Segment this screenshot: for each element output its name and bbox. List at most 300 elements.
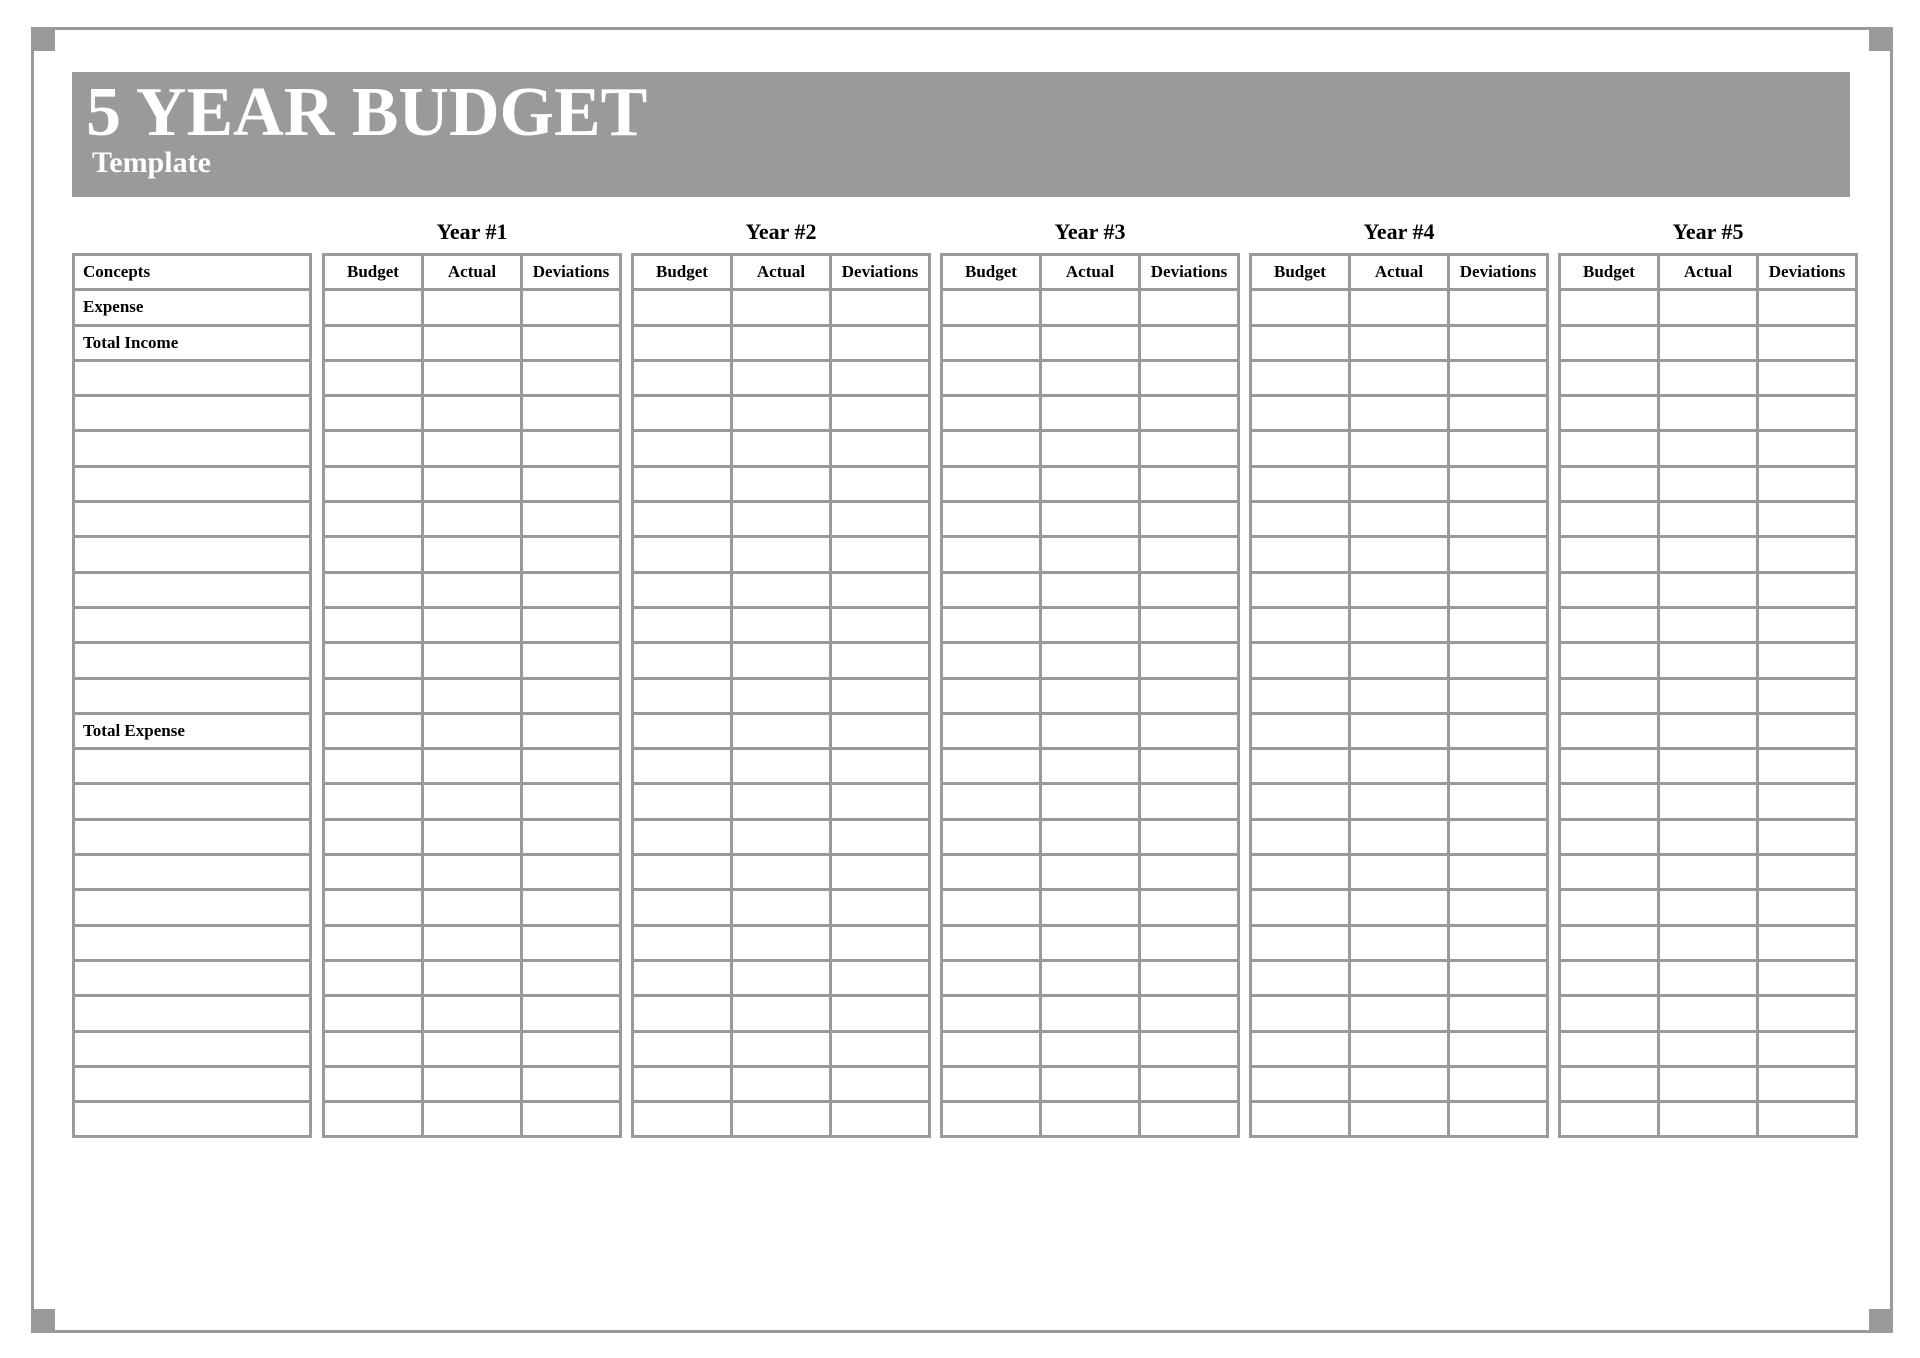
- deviations-cell[interactable]: [1758, 643, 1857, 678]
- concept-cell[interactable]: [74, 466, 311, 501]
- actual-cell[interactable]: [1041, 537, 1140, 572]
- actual-cell[interactable]: [1350, 466, 1449, 501]
- actual-cell[interactable]: [423, 466, 522, 501]
- actual-cell[interactable]: [1659, 1102, 1758, 1137]
- budget-cell[interactable]: [1560, 996, 1659, 1031]
- budget-cell[interactable]: [324, 607, 423, 642]
- budget-cell[interactable]: [1251, 713, 1350, 748]
- budget-cell[interactable]: [1560, 290, 1659, 325]
- budget-cell[interactable]: [633, 502, 732, 537]
- deviations-cell[interactable]: [831, 325, 930, 360]
- budget-cell[interactable]: [324, 819, 423, 854]
- budget-cell[interactable]: [1251, 572, 1350, 607]
- actual-cell[interactable]: [423, 819, 522, 854]
- budget-cell[interactable]: [324, 1066, 423, 1101]
- budget-cell[interactable]: [324, 396, 423, 431]
- actual-cell[interactable]: [1350, 855, 1449, 890]
- actual-cell[interactable]: [1041, 1102, 1140, 1137]
- deviations-cell[interactable]: [1758, 1066, 1857, 1101]
- deviations-cell[interactable]: [1140, 607, 1239, 642]
- deviations-cell[interactable]: [1140, 643, 1239, 678]
- budget-cell[interactable]: [1560, 960, 1659, 995]
- concept-cell[interactable]: [74, 360, 311, 395]
- deviations-cell[interactable]: [522, 572, 621, 607]
- actual-cell[interactable]: [423, 855, 522, 890]
- deviations-cell[interactable]: [1449, 643, 1548, 678]
- deviations-cell[interactable]: [1449, 396, 1548, 431]
- actual-cell[interactable]: [1659, 290, 1758, 325]
- budget-cell[interactable]: [324, 960, 423, 995]
- actual-cell[interactable]: [423, 996, 522, 1031]
- deviations-cell[interactable]: [1758, 290, 1857, 325]
- deviations-cell[interactable]: [1758, 1031, 1857, 1066]
- actual-cell[interactable]: [1041, 819, 1140, 854]
- budget-cell[interactable]: [633, 749, 732, 784]
- deviations-cell[interactable]: [522, 749, 621, 784]
- actual-cell[interactable]: [1041, 996, 1140, 1031]
- budget-cell[interactable]: [1251, 466, 1350, 501]
- deviations-cell[interactable]: [1449, 502, 1548, 537]
- deviations-cell[interactable]: [522, 855, 621, 890]
- deviations-cell[interactable]: [1140, 502, 1239, 537]
- actual-cell[interactable]: [732, 1102, 831, 1137]
- actual-cell[interactable]: [423, 537, 522, 572]
- budget-cell[interactable]: [324, 925, 423, 960]
- actual-cell[interactable]: [732, 502, 831, 537]
- deviations-cell[interactable]: [522, 537, 621, 572]
- actual-cell[interactable]: [732, 290, 831, 325]
- actual-cell[interactable]: [423, 925, 522, 960]
- actual-cell[interactable]: [1659, 960, 1758, 995]
- actual-cell[interactable]: [423, 396, 522, 431]
- budget-cell[interactable]: [1560, 713, 1659, 748]
- deviations-cell[interactable]: [1449, 925, 1548, 960]
- deviations-cell[interactable]: [1140, 996, 1239, 1031]
- budget-cell[interactable]: [1251, 749, 1350, 784]
- deviations-cell[interactable]: [1758, 1102, 1857, 1137]
- concept-cell[interactable]: [74, 749, 311, 784]
- budget-cell[interactable]: [324, 643, 423, 678]
- budget-cell[interactable]: [1560, 607, 1659, 642]
- budget-cell[interactable]: [942, 996, 1041, 1031]
- deviations-cell[interactable]: [1449, 890, 1548, 925]
- budget-cell[interactable]: [1251, 1066, 1350, 1101]
- actual-cell[interactable]: [1659, 749, 1758, 784]
- actual-cell[interactable]: [732, 1031, 831, 1066]
- actual-cell[interactable]: [1659, 819, 1758, 854]
- deviations-cell[interactable]: [1140, 572, 1239, 607]
- actual-cell[interactable]: [423, 890, 522, 925]
- concept-cell[interactable]: [74, 431, 311, 466]
- budget-cell[interactable]: [942, 1031, 1041, 1066]
- budget-cell[interactable]: [1251, 290, 1350, 325]
- deviations-cell[interactable]: [1140, 466, 1239, 501]
- budget-cell[interactable]: [1560, 537, 1659, 572]
- deviations-cell[interactable]: [522, 890, 621, 925]
- budget-cell[interactable]: [633, 607, 732, 642]
- budget-cell[interactable]: [1251, 502, 1350, 537]
- actual-cell[interactable]: [1659, 678, 1758, 713]
- budget-cell[interactable]: [633, 1031, 732, 1066]
- deviations-cell[interactable]: [831, 1031, 930, 1066]
- budget-cell[interactable]: [1251, 1031, 1350, 1066]
- deviations-cell[interactable]: [522, 1102, 621, 1137]
- deviations-cell[interactable]: [1449, 819, 1548, 854]
- budget-cell[interactable]: [942, 607, 1041, 642]
- budget-cell[interactable]: [1560, 1031, 1659, 1066]
- actual-cell[interactable]: [1041, 1031, 1140, 1066]
- actual-cell[interactable]: [423, 713, 522, 748]
- budget-cell[interactable]: [633, 819, 732, 854]
- actual-cell[interactable]: [1041, 325, 1140, 360]
- budget-cell[interactable]: [942, 396, 1041, 431]
- actual-cell[interactable]: [1350, 537, 1449, 572]
- actual-cell[interactable]: [732, 855, 831, 890]
- budget-cell[interactable]: [324, 784, 423, 819]
- concept-cell[interactable]: [74, 607, 311, 642]
- deviations-cell[interactable]: [1140, 325, 1239, 360]
- budget-cell[interactable]: [324, 572, 423, 607]
- deviations-cell[interactable]: [1140, 431, 1239, 466]
- budget-cell[interactable]: [942, 819, 1041, 854]
- deviations-cell[interactable]: [1449, 537, 1548, 572]
- deviations-cell[interactable]: [831, 643, 930, 678]
- budget-cell[interactable]: [942, 713, 1041, 748]
- budget-cell[interactable]: [942, 431, 1041, 466]
- actual-cell[interactable]: [732, 890, 831, 925]
- deviations-cell[interactable]: [1140, 537, 1239, 572]
- actual-cell[interactable]: [1041, 607, 1140, 642]
- actual-cell[interactable]: [732, 360, 831, 395]
- actual-cell[interactable]: [423, 643, 522, 678]
- actual-cell[interactable]: [732, 431, 831, 466]
- actual-cell[interactable]: [732, 396, 831, 431]
- deviations-cell[interactable]: [831, 360, 930, 395]
- concept-cell[interactable]: [74, 996, 311, 1031]
- actual-cell[interactable]: [732, 819, 831, 854]
- actual-cell[interactable]: [732, 925, 831, 960]
- budget-cell[interactable]: [324, 749, 423, 784]
- deviations-cell[interactable]: [1140, 678, 1239, 713]
- actual-cell[interactable]: [423, 960, 522, 995]
- budget-cell[interactable]: [1251, 960, 1350, 995]
- deviations-cell[interactable]: [1758, 537, 1857, 572]
- budget-cell[interactable]: [633, 713, 732, 748]
- deviations-cell[interactable]: [522, 466, 621, 501]
- deviations-cell[interactable]: [831, 396, 930, 431]
- actual-cell[interactable]: [732, 607, 831, 642]
- budget-cell[interactable]: [324, 678, 423, 713]
- budget-cell[interactable]: [633, 890, 732, 925]
- actual-cell[interactable]: [1659, 925, 1758, 960]
- actual-cell[interactable]: [732, 713, 831, 748]
- deviations-cell[interactable]: [1449, 466, 1548, 501]
- deviations-cell[interactable]: [1140, 855, 1239, 890]
- deviations-cell[interactable]: [1449, 290, 1548, 325]
- budget-cell[interactable]: [942, 749, 1041, 784]
- deviations-cell[interactable]: [1449, 960, 1548, 995]
- actual-cell[interactable]: [1041, 466, 1140, 501]
- budget-cell[interactable]: [942, 572, 1041, 607]
- deviations-cell[interactable]: [1758, 502, 1857, 537]
- budget-cell[interactable]: [633, 466, 732, 501]
- actual-cell[interactable]: [423, 678, 522, 713]
- budget-cell[interactable]: [942, 537, 1041, 572]
- budget-cell[interactable]: [1560, 466, 1659, 501]
- budget-cell[interactable]: [1560, 678, 1659, 713]
- deviations-cell[interactable]: [1449, 749, 1548, 784]
- budget-cell[interactable]: [633, 360, 732, 395]
- actual-cell[interactable]: [1659, 360, 1758, 395]
- actual-cell[interactable]: [423, 431, 522, 466]
- deviations-cell[interactable]: [1758, 784, 1857, 819]
- actual-cell[interactable]: [1041, 290, 1140, 325]
- deviations-cell[interactable]: [831, 537, 930, 572]
- concept-cell[interactable]: [74, 819, 311, 854]
- budget-cell[interactable]: [633, 855, 732, 890]
- concept-cell[interactable]: [74, 678, 311, 713]
- actual-cell[interactable]: [1350, 925, 1449, 960]
- budget-cell[interactable]: [324, 502, 423, 537]
- budget-cell[interactable]: [942, 855, 1041, 890]
- budget-cell[interactable]: [1560, 502, 1659, 537]
- deviations-cell[interactable]: [831, 607, 930, 642]
- deviations-cell[interactable]: [831, 572, 930, 607]
- budget-cell[interactable]: [1251, 607, 1350, 642]
- budget-cell[interactable]: [324, 360, 423, 395]
- deviations-cell[interactable]: [522, 607, 621, 642]
- budget-cell[interactable]: [324, 890, 423, 925]
- actual-cell[interactable]: [1659, 643, 1758, 678]
- budget-cell[interactable]: [1560, 1066, 1659, 1101]
- deviations-cell[interactable]: [831, 960, 930, 995]
- budget-cell[interactable]: [1560, 1102, 1659, 1137]
- budget-cell[interactable]: [1251, 890, 1350, 925]
- deviations-cell[interactable]: [522, 996, 621, 1031]
- budget-cell[interactable]: [942, 960, 1041, 995]
- deviations-cell[interactable]: [1449, 678, 1548, 713]
- budget-cell[interactable]: [633, 925, 732, 960]
- actual-cell[interactable]: [423, 1066, 522, 1101]
- deviations-cell[interactable]: [522, 502, 621, 537]
- deviations-cell[interactable]: [831, 890, 930, 925]
- deviations-cell[interactable]: [1449, 1066, 1548, 1101]
- budget-cell[interactable]: [1251, 784, 1350, 819]
- deviations-cell[interactable]: [831, 749, 930, 784]
- budget-cell[interactable]: [1560, 784, 1659, 819]
- budget-cell[interactable]: [942, 466, 1041, 501]
- deviations-cell[interactable]: [1758, 431, 1857, 466]
- actual-cell[interactable]: [1350, 1102, 1449, 1137]
- deviations-cell[interactable]: [522, 643, 621, 678]
- concept-cell[interactable]: [74, 1102, 311, 1137]
- deviations-cell[interactable]: [1140, 890, 1239, 925]
- actual-cell[interactable]: [1659, 466, 1758, 501]
- actual-cell[interactable]: [1041, 360, 1140, 395]
- actual-cell[interactable]: [732, 960, 831, 995]
- actual-cell[interactable]: [1350, 960, 1449, 995]
- budget-cell[interactable]: [1251, 819, 1350, 854]
- deviations-cell[interactable]: [831, 996, 930, 1031]
- deviations-cell[interactable]: [1758, 360, 1857, 395]
- actual-cell[interactable]: [1659, 537, 1758, 572]
- deviations-cell[interactable]: [831, 678, 930, 713]
- actual-cell[interactable]: [1659, 1066, 1758, 1101]
- actual-cell[interactable]: [423, 502, 522, 537]
- budget-cell[interactable]: [942, 325, 1041, 360]
- budget-cell[interactable]: [633, 1066, 732, 1101]
- actual-cell[interactable]: [423, 1031, 522, 1066]
- actual-cell[interactable]: [1041, 396, 1140, 431]
- deviations-cell[interactable]: [1140, 960, 1239, 995]
- concept-cell[interactable]: [74, 855, 311, 890]
- deviations-cell[interactable]: [1758, 466, 1857, 501]
- budget-cell[interactable]: [324, 1031, 423, 1066]
- actual-cell[interactable]: [1659, 784, 1758, 819]
- deviations-cell[interactable]: [831, 713, 930, 748]
- deviations-cell[interactable]: [1449, 325, 1548, 360]
- actual-cell[interactable]: [1041, 749, 1140, 784]
- budget-cell[interactable]: [633, 396, 732, 431]
- actual-cell[interactable]: [732, 1066, 831, 1101]
- budget-cell[interactable]: [1251, 996, 1350, 1031]
- budget-cell[interactable]: [633, 996, 732, 1031]
- actual-cell[interactable]: [732, 466, 831, 501]
- deviations-cell[interactable]: [522, 678, 621, 713]
- actual-cell[interactable]: [1350, 1031, 1449, 1066]
- budget-cell[interactable]: [942, 784, 1041, 819]
- budget-cell[interactable]: [1251, 643, 1350, 678]
- actual-cell[interactable]: [1041, 784, 1140, 819]
- deviations-cell[interactable]: [1140, 1102, 1239, 1137]
- concept-cell[interactable]: [74, 537, 311, 572]
- deviations-cell[interactable]: [831, 466, 930, 501]
- deviations-cell[interactable]: [522, 960, 621, 995]
- budget-cell[interactable]: [1560, 749, 1659, 784]
- budget-cell[interactable]: [1560, 431, 1659, 466]
- deviations-cell[interactable]: [831, 431, 930, 466]
- actual-cell[interactable]: [732, 325, 831, 360]
- budget-cell[interactable]: [942, 1066, 1041, 1101]
- deviations-cell[interactable]: [522, 360, 621, 395]
- budget-cell[interactable]: [633, 431, 732, 466]
- deviations-cell[interactable]: [831, 1066, 930, 1101]
- deviations-cell[interactable]: [1449, 431, 1548, 466]
- budget-cell[interactable]: [1560, 396, 1659, 431]
- deviations-cell[interactable]: [1758, 713, 1857, 748]
- actual-cell[interactable]: [423, 290, 522, 325]
- budget-cell[interactable]: [942, 360, 1041, 395]
- actual-cell[interactable]: [732, 996, 831, 1031]
- budget-cell[interactable]: [324, 1102, 423, 1137]
- budget-cell[interactable]: [633, 325, 732, 360]
- budget-cell[interactable]: [633, 960, 732, 995]
- deviations-cell[interactable]: [831, 819, 930, 854]
- budget-cell[interactable]: [1560, 890, 1659, 925]
- actual-cell[interactable]: [1041, 890, 1140, 925]
- deviations-cell[interactable]: [1449, 784, 1548, 819]
- actual-cell[interactable]: [423, 784, 522, 819]
- deviations-cell[interactable]: [1449, 855, 1548, 890]
- deviations-cell[interactable]: [831, 784, 930, 819]
- budget-cell[interactable]: [324, 713, 423, 748]
- budget-cell[interactable]: [324, 325, 423, 360]
- actual-cell[interactable]: [1041, 925, 1140, 960]
- actual-cell[interactable]: [1350, 784, 1449, 819]
- concept-cell[interactable]: [74, 1031, 311, 1066]
- deviations-cell[interactable]: [1758, 749, 1857, 784]
- deviations-cell[interactable]: [522, 819, 621, 854]
- budget-cell[interactable]: [1560, 360, 1659, 395]
- deviations-cell[interactable]: [1140, 290, 1239, 325]
- deviations-cell[interactable]: [1449, 996, 1548, 1031]
- budget-cell[interactable]: [942, 290, 1041, 325]
- budget-cell[interactable]: [633, 678, 732, 713]
- deviations-cell[interactable]: [1140, 1031, 1239, 1066]
- budget-cell[interactable]: [324, 466, 423, 501]
- actual-cell[interactable]: [1350, 431, 1449, 466]
- actual-cell[interactable]: [1041, 572, 1140, 607]
- concept-cell[interactable]: [74, 925, 311, 960]
- deviations-cell[interactable]: [1758, 996, 1857, 1031]
- deviations-cell[interactable]: [1449, 1102, 1548, 1137]
- deviations-cell[interactable]: [522, 290, 621, 325]
- actual-cell[interactable]: [1659, 713, 1758, 748]
- deviations-cell[interactable]: [1449, 572, 1548, 607]
- deviations-cell[interactable]: [1140, 819, 1239, 854]
- deviations-cell[interactable]: [1449, 713, 1548, 748]
- budget-cell[interactable]: [942, 643, 1041, 678]
- budget-cell[interactable]: [1251, 325, 1350, 360]
- actual-cell[interactable]: [1659, 996, 1758, 1031]
- budget-cell[interactable]: [1251, 1102, 1350, 1137]
- actual-cell[interactable]: [1041, 960, 1140, 995]
- concept-cell[interactable]: Total Income: [74, 325, 311, 360]
- actual-cell[interactable]: [1659, 572, 1758, 607]
- actual-cell[interactable]: [1350, 996, 1449, 1031]
- actual-cell[interactable]: [1350, 502, 1449, 537]
- budget-cell[interactable]: [942, 1102, 1041, 1137]
- budget-cell[interactable]: [633, 643, 732, 678]
- deviations-cell[interactable]: [522, 713, 621, 748]
- deviations-cell[interactable]: [1449, 607, 1548, 642]
- deviations-cell[interactable]: [1140, 749, 1239, 784]
- deviations-cell[interactable]: [522, 1066, 621, 1101]
- budget-cell[interactable]: [1560, 819, 1659, 854]
- budget-cell[interactable]: [942, 890, 1041, 925]
- concept-cell[interactable]: [74, 784, 311, 819]
- concept-cell[interactable]: [74, 502, 311, 537]
- actual-cell[interactable]: [1659, 431, 1758, 466]
- deviations-cell[interactable]: [831, 1102, 930, 1137]
- deviations-cell[interactable]: [1140, 784, 1239, 819]
- budget-cell[interactable]: [1560, 643, 1659, 678]
- actual-cell[interactable]: [1350, 678, 1449, 713]
- deviations-cell[interactable]: [1758, 678, 1857, 713]
- budget-cell[interactable]: [633, 572, 732, 607]
- budget-cell[interactable]: [633, 1102, 732, 1137]
- actual-cell[interactable]: [732, 749, 831, 784]
- actual-cell[interactable]: [1041, 431, 1140, 466]
- actual-cell[interactable]: [1659, 502, 1758, 537]
- budget-cell[interactable]: [324, 855, 423, 890]
- actual-cell[interactable]: [1041, 643, 1140, 678]
- budget-cell[interactable]: [1560, 855, 1659, 890]
- budget-cell[interactable]: [324, 431, 423, 466]
- deviations-cell[interactable]: [522, 431, 621, 466]
- budget-cell[interactable]: [942, 502, 1041, 537]
- deviations-cell[interactable]: [1140, 713, 1239, 748]
